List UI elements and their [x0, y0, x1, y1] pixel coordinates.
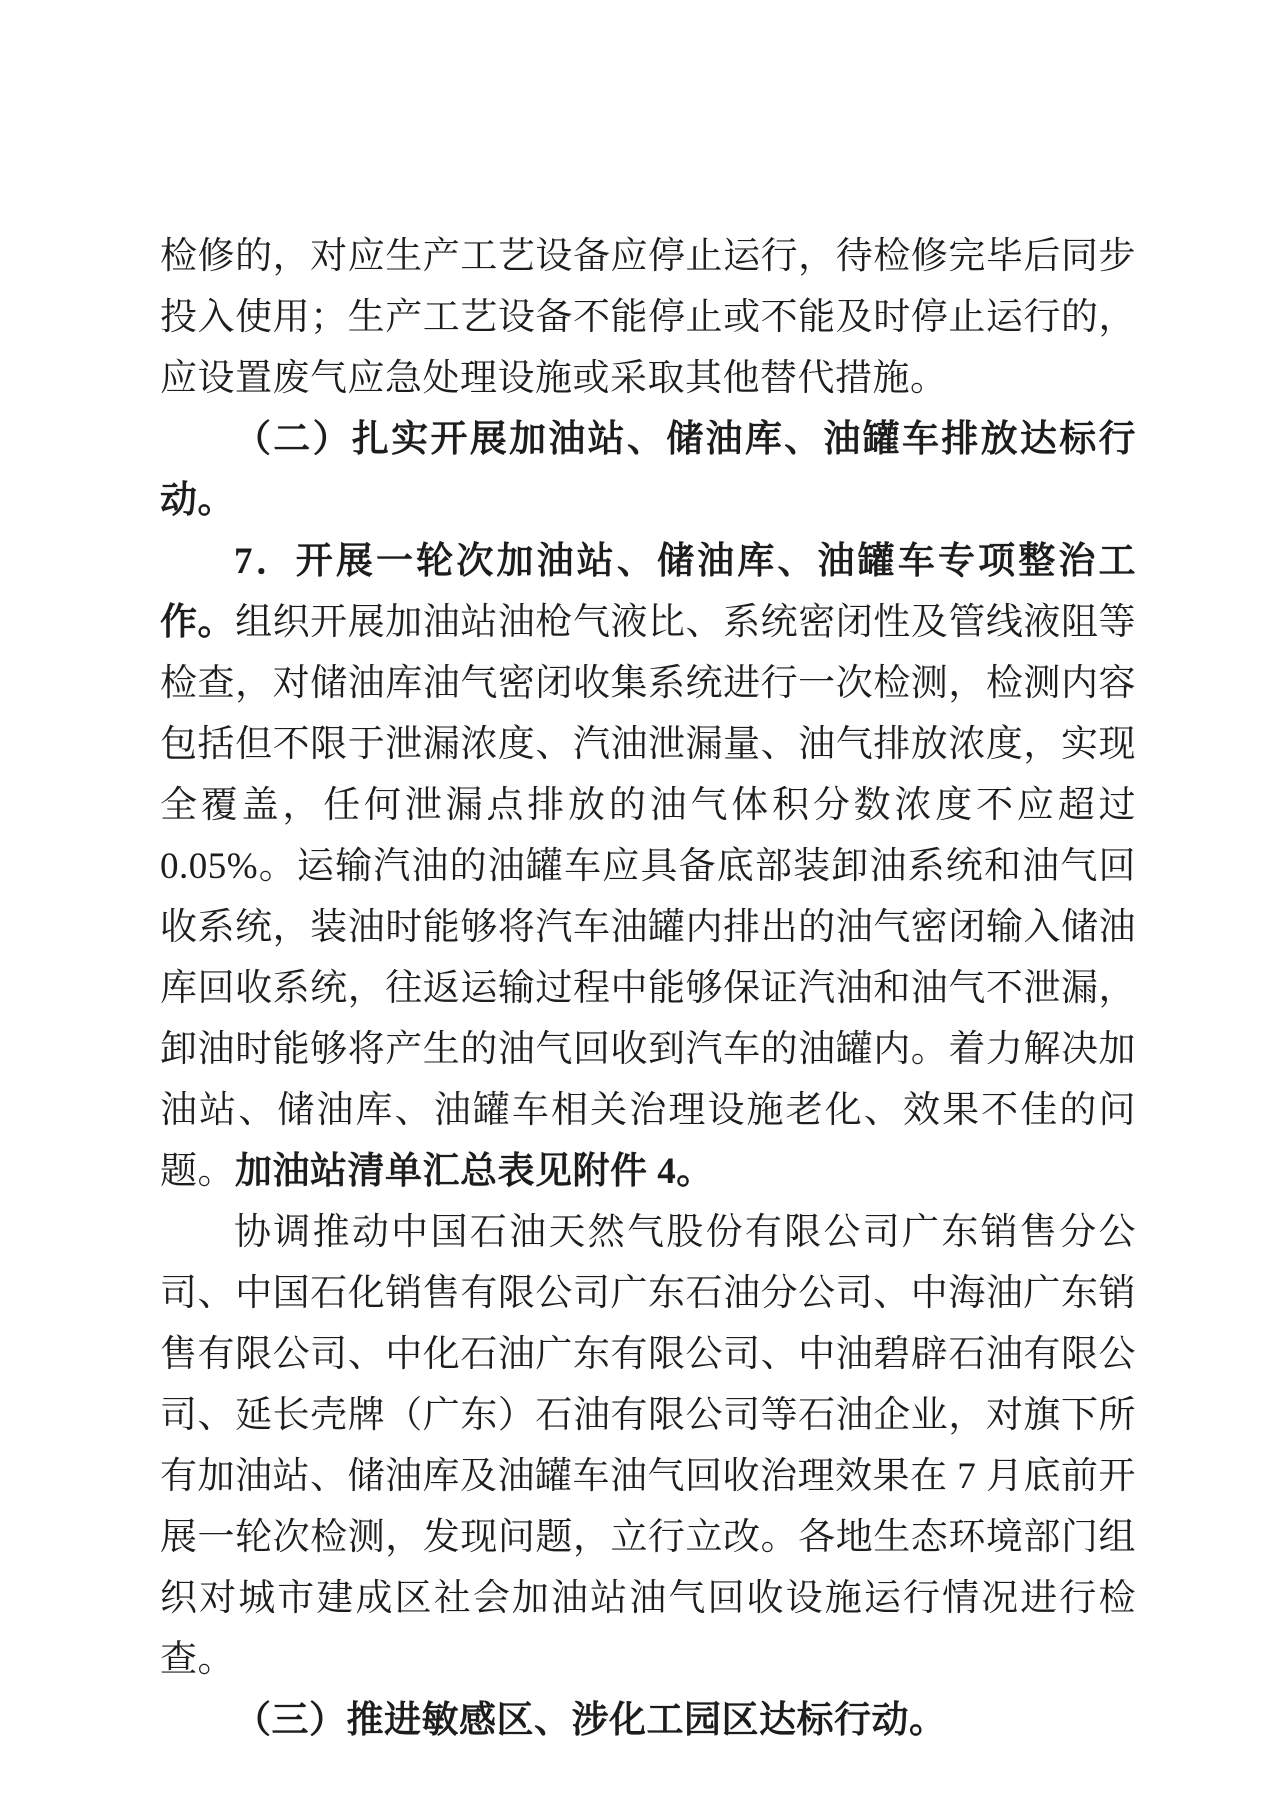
paragraph — [160, 226, 1136, 409]
text-run: 检修的，对应生产工艺设备应停止运行，待检修完毕后同步投入使用；生产工艺设备不能停止或不能及时停止运行的，应设置废气应急处理设施或采取其他替代措施。 — [160, 236, 1136, 399]
paragraph — [160, 1202, 1136, 1690]
bold-text-run: 加油站清单汇总表见附件 4。 — [235, 1151, 714, 1192]
bold-text-run: （三）推进敏感区、涉化工园区达标行动。 — [234, 1700, 947, 1741]
text-run: 协调推动中国石油天然气股份有限公司广东销售分公司、中国石化销售有限公司广东石油分公司、中海油广东销售有限公司、中化石油广东有限公司、中油碧辟石油有限公司、延长壳牌（广东）石油有限公司等石油企业，对旗下所有加油站、储油库及油罐车油气回收治理效果在 7 月底前开展一轮次检测，发现问题，立行立改。各地生态环境部门组织对城市建成区社会加油站油气回收设施运行情况进行检查。 — [160, 1212, 1136, 1680]
text-run: 组织开展加油站油枪气液比、系统密闭性及管线液阻等检查，对储油库油气密闭收集系统进行一次检测，检测内容包括但不限于泄漏浓度、汽油泄漏量、油气排放浓度，实现全覆盖，任何泄漏点排放的油气体积分数浓度不应超过 0.05%。运输汽油的油罐车应具备底部装卸油系统和油气回收系统，装油时能够将汽车油罐内排出的油气密闭输入储油库回收系统，往返运输过程中能够保证汽油和油气不泄漏，卸油时能够将产生的油气回收到汽车的油罐内。着力解决加油站、储油库、油罐车相关治理设施老化、效果不佳的问题。 — [160, 602, 1137, 1192]
bold-text-run: （二）扎实开展加油站、储油库、油罐车排放达标行动。 — [160, 419, 1136, 521]
paragraph — [160, 531, 1136, 1202]
text-block — [160, 226, 1136, 1751]
bold-text-run: 7．开展一轮次加油站、储油库、油罐车专项整治工作。 — [160, 541, 1136, 643]
section-heading — [160, 1690, 1136, 1751]
section-heading — [160, 409, 1136, 531]
